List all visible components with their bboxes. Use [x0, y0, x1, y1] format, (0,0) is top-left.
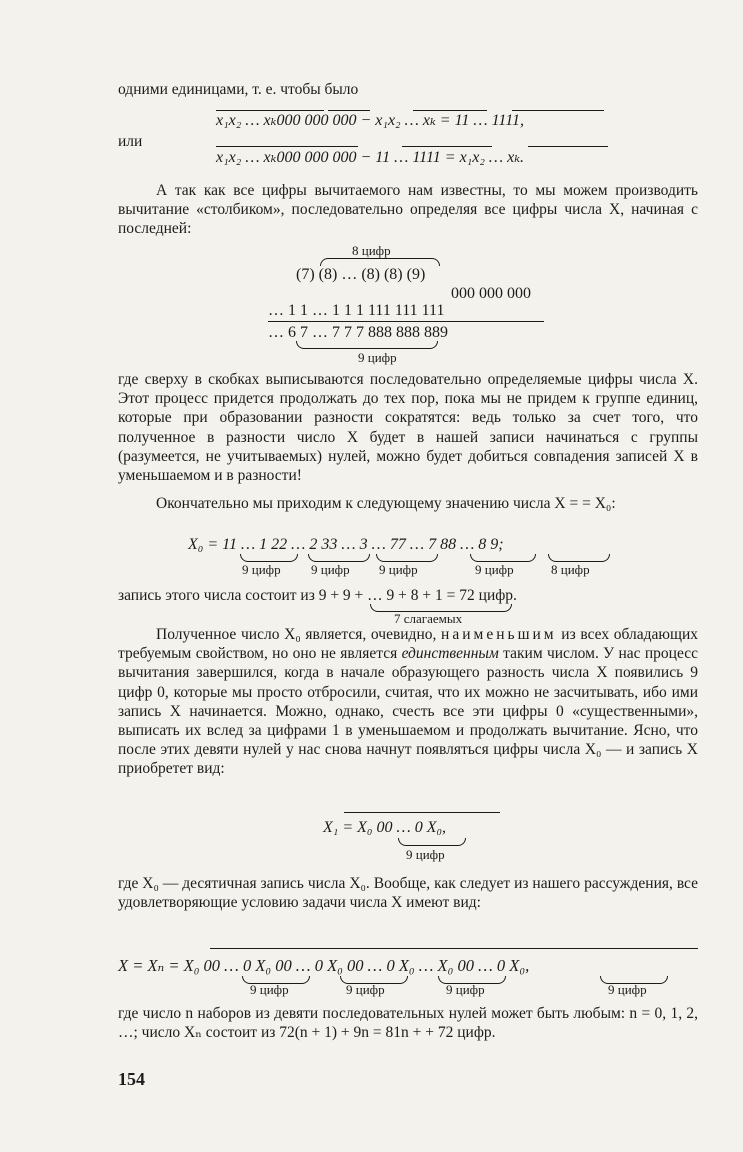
label-9-digits: 9 цифр — [406, 847, 445, 862]
overline — [216, 146, 358, 147]
label-9-digits: 9 цифр — [608, 982, 647, 997]
paragraph-5 — [118, 625, 698, 779]
word-ili: или — [118, 133, 143, 150]
equation-2: x₁x₂ … xₖ000 000 000 − 11 … 1111 = x₁x₂ … xₖ. — [216, 149, 525, 166]
underbrace — [296, 341, 438, 349]
page-number: 154 — [118, 1069, 145, 1089]
p5-emphasis: наименьшим — [441, 626, 557, 643]
x1-equation: X₁ = X₀ 00 … 0 X₀, — [323, 819, 447, 836]
paragraph-6: где X₀ — десятичная запись числа X₀. Вообще, как следует из нашего рассуждения, все удовлетворяющие условию задачи числа X имеют вид: — [118, 875, 698, 912]
underbrace — [240, 554, 298, 562]
underbrace — [470, 554, 536, 562]
xn-equation: X = Xₙ = X₀ 00 … 0 X₀ 00 … 0 X₀ 00 … 0 X₀ … X₀ 00 … 0 X₀, — [118, 956, 530, 975]
overline — [402, 146, 492, 147]
p5-part-c: таким числом. У нас процесс вычитания завершился, когда в начале образующего разность числа X появились 9 цифр 0, которые мы просто отбросили, считая, что их можно не засчитывать, ибо ими запись X начинается. Можно, однако, счесть все эти цифры 0 «существенными», выписать их вслед за цифрами 1 в уменьшаемом и продолжать вычитание. Ясно, что после этих девяти нулей у нас снова начнут появляться цифры числа X₀ — и запись X приобретет вид: — [118, 645, 698, 778]
underbrace — [398, 838, 466, 846]
p5-part-a: Полученное число X₀ является, очевидно, — [156, 626, 442, 643]
subtraction-line — [268, 321, 544, 322]
label-9-digits: 9 цифр — [346, 982, 385, 997]
p5-italic: единственным — [401, 645, 499, 663]
p5-part-b: из всех обладающих требуемым свойством, но оно не является — [118, 626, 698, 663]
label-9-digits: 9 цифр — [250, 982, 289, 997]
zeros-row: 000 000 000 — [451, 285, 531, 302]
label-9-digits: 9 цифр — [446, 982, 485, 997]
label-9-digits: 9 цифр — [358, 350, 397, 365]
underbrace — [308, 554, 370, 562]
carry-row: (7) (8) … (8) (8) (9) — [296, 266, 426, 283]
sum-line: запись этого числа состоит из 9 + 9 + … 9 + 8 + 1 = 72 цифр. — [118, 587, 517, 604]
overline — [210, 948, 698, 949]
result-row: … 6 7 … 7 7 7 888 888 889 — [268, 324, 448, 341]
label-9-digits: 9 цифр — [311, 562, 350, 577]
underbrace — [376, 554, 438, 562]
label-8-digits: 8 цифр — [352, 243, 391, 258]
x0-equation: X₀ = 11 … 1 22 … 2 33 … 3 … 77 … 7 88 … 8 9; — [188, 536, 504, 553]
overline — [528, 146, 608, 147]
line-intro: одними единицами, т. е. чтобы было — [118, 81, 359, 98]
paragraph-2: где сверху в скобках выписываются последовательно определяемые цифры числа X. Этот процесс придется продолжать до тех пор, пока мы не придем к группе единиц, которые при образовании разности сократятся: ведь только за счет того, что полученное в разности число X будет в нашей записи начинаться с группы (разумеется, не учитываемых) нулей, можно будет добиться совпадения записей X в уменьшаемом и в разности! — [118, 371, 698, 485]
label-8-digits: 8 цифр — [551, 562, 590, 577]
paragraph-7: где число n наборов из девяти последовательных нулей может быть любым: n = 0, 1, 2, …; число Xₙ состоит из 72(n + 1) + 9n = 81n + + 72 цифр. — [118, 1005, 698, 1042]
underbrace — [548, 554, 610, 562]
paragraph-1: А так как все цифры вычитаемого нам известны, то мы можем производить вычитание «столбиком», последовательно определяя все цифры числа X, начиная с последней: — [118, 182, 698, 238]
label-7-summands: 7 слагаемых — [394, 611, 463, 626]
paragraph-3: Окончательно мы приходим к следующему значению числа X = = X₀: — [156, 495, 616, 512]
equation-1: x₁x₂ … xₖ000 000 000 − x₁x₂ … xₖ = 11 … 1111, — [216, 112, 525, 129]
label-9-digits: 9 цифр — [379, 562, 418, 577]
overline — [344, 812, 500, 813]
label-9-digits: 9 цифр — [475, 562, 514, 577]
overline — [512, 110, 604, 111]
ones-row: … 1 1 … 1 1 1 111 111 111 — [268, 302, 445, 319]
label-9-digits: 9 цифр — [242, 562, 281, 577]
